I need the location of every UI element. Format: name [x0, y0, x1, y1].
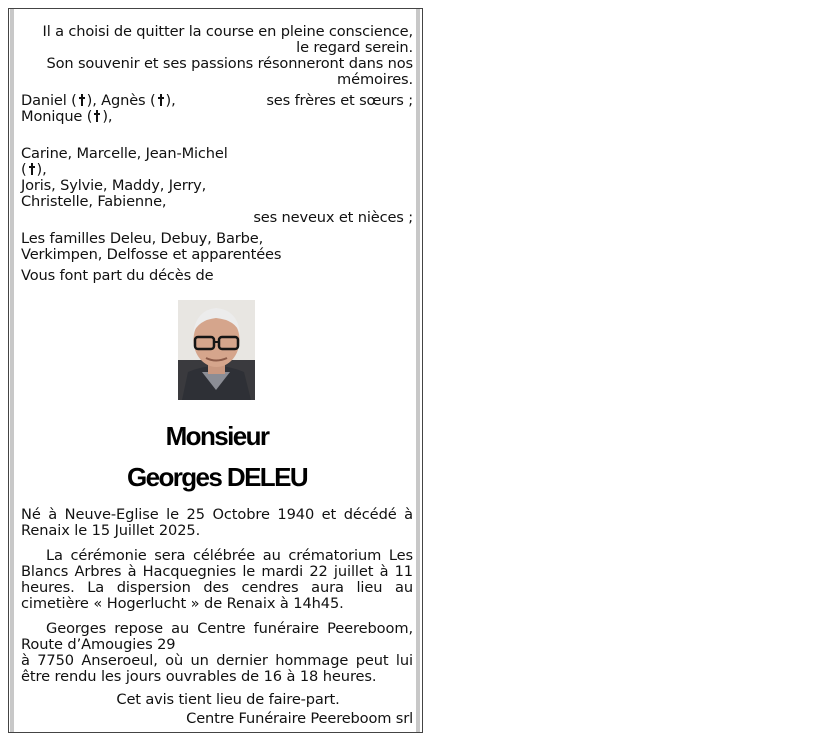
deceased-title: Monsieur [165, 421, 269, 451]
siblings-label: ses frères et sœurs ; [266, 92, 413, 109]
ceremony-line-1: La cérémonie sera célébrée au crématorium Les [46, 547, 413, 564]
left-border-rail [10, 9, 14, 732]
nephews-line-3: Joris, Sylvie, Maddy, Jerry, [21, 177, 207, 194]
sibling-agnes: ), Agnès ( [86, 92, 156, 109]
ceremony-line-2: Blancs Arbres à Hacquegnies le mardi 22 juillet à 11 [21, 563, 413, 580]
notice-line: Cet avis tient lieu de faire-part. [116, 691, 340, 708]
nephews-label: ses neveux et nièces ; [253, 209, 413, 226]
nephew-open: ( [21, 161, 27, 178]
intro-line-1: Il a choisi de quitter la course en pleine conscience, [42, 23, 413, 40]
deceased-name: Georges DELEU [126, 462, 308, 492]
cross-icon [29, 163, 35, 175]
siblings-line-2 [21, 109, 112, 125]
nephew-close: ), [36, 161, 47, 178]
ceremony-paragraph [21, 548, 413, 612]
intro-line-4: mémoires. [337, 71, 413, 88]
sibling-daniel: Daniel ( [21, 92, 77, 109]
repose-line-3: à 7750 Anseroeul, où un dernier hommage peut lui [21, 652, 413, 669]
birth-line-1: Né à Neuve-Eglise le 25 Octobre 1940 et décédé à [21, 506, 413, 523]
nephews-line-1: Carine, Marcelle, Jean-Michel [21, 145, 228, 162]
sibling-close: ), [165, 92, 176, 109]
families-line-2: Verkimpen, Delfosse et apparentées [21, 246, 282, 263]
repose-line-4: être rendu les jours ouvrables de 16 à 18 heures. [21, 668, 377, 685]
intro-line-2: le regard serein. [296, 39, 413, 56]
nephews-line-2 [21, 162, 47, 178]
repose-line-1: Georges repose au Centre funéraire Peereboom, [46, 620, 413, 637]
intro-line-3: Son souvenir et ses passions résonneront dans nos [46, 55, 413, 72]
families-line-1: Les familles Deleu, Debuy, Barbe, [21, 230, 264, 247]
birth-paragraph [21, 507, 413, 539]
sibling-monique: Monique ( [21, 108, 93, 125]
portrait-photo [178, 300, 255, 400]
ceremony-line-3: heures. La dispersion des cendres aura lieu au [21, 579, 413, 596]
signature-line: Centre Funéraire Peereboom srl [186, 710, 413, 727]
repose-line-2: Route d’Amougies 29 [21, 636, 176, 653]
birth-line-2: Renaix le 15 Juillet 2025. [21, 522, 201, 539]
cross-icon [94, 110, 100, 122]
announcement-line: Vous font part du décès de [21, 267, 214, 284]
portrait-image [178, 300, 255, 400]
repose-paragraph [21, 621, 413, 685]
ceremony-line-4: cimetière « Hogerlucht » de Renaix à 14h45. [21, 595, 344, 612]
right-border-rail [416, 9, 420, 732]
sibling-close-2: ), [102, 108, 113, 125]
nephews-line-4: Christelle, Fabienne, [21, 193, 167, 210]
